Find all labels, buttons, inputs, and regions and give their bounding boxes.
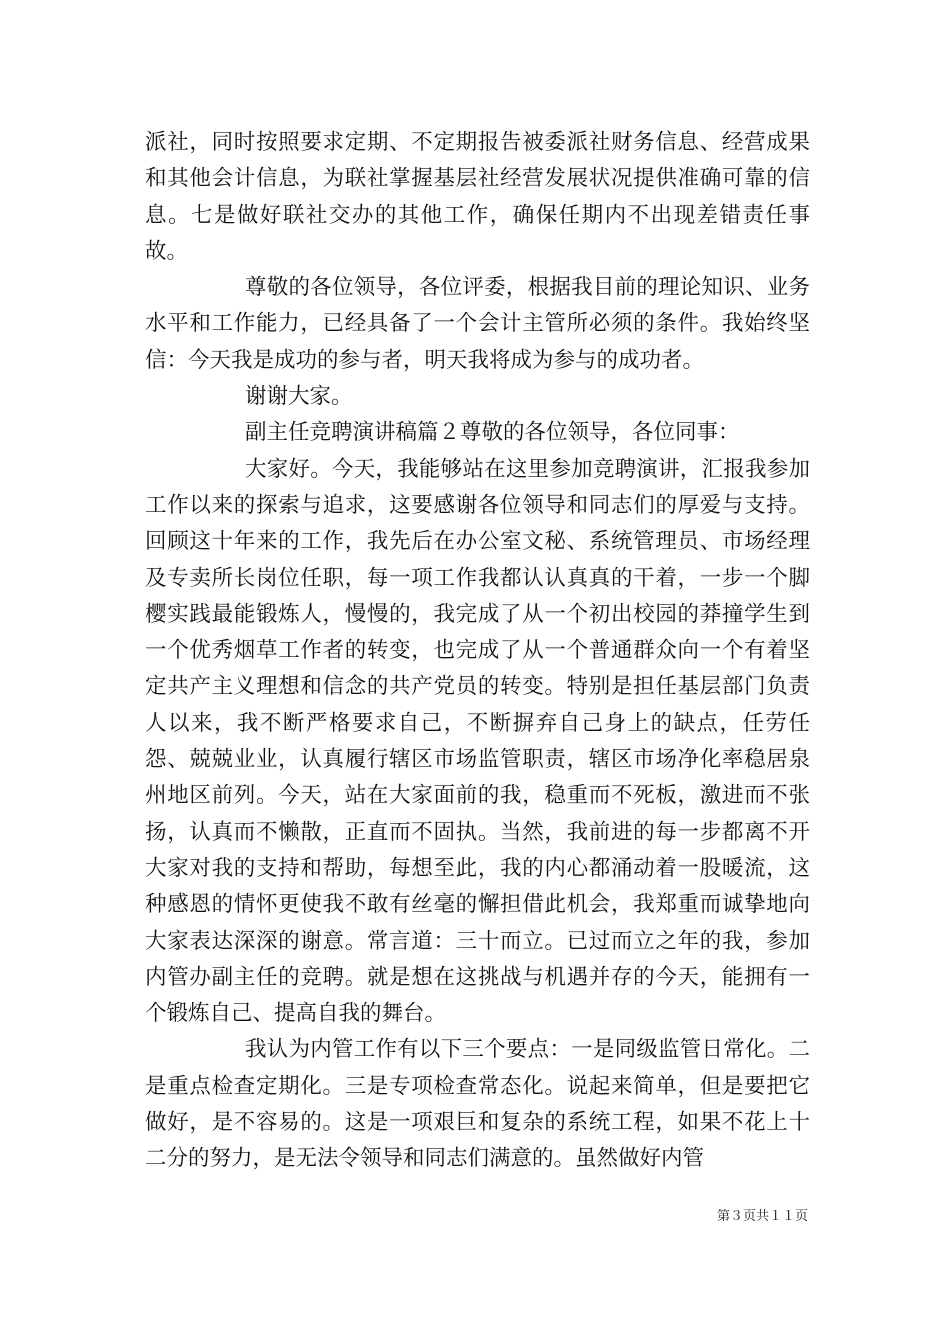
paragraph-5: 大家好。今天，我能够站在这里参加竞聘演讲，汇报我参加工作以来的探索与追求，这要感谢各位领导和同志们的厚爱与支持。回顾这十年来的工作，我先后在办公室文秘、系统管理员、市场经理及专卖所长岗位任职，每一项工作我都认认真真的干着，一步一个脚樱实践最能锻炼人，慢慢的，我完成了从一个初出校园的莽撞学生到一个优秀烟草工作者的转变，也完成了从一个普通群众向一个有着坚定共产主义理想和信念的共产党员的转变。特别是担任基层部门负责人以来，我不断严格要求自己，不断摒弃自己身上的缺点，任劳任怨、兢兢业业，认真履行辖区市场监管职责，辖区市场净化率稳居泉州地区前列。今天，站在大家面前的我，稳重而不死板，激进而不张扬，认真而不懒散，正直而不固执。当然，我前进的每一步都离不开大家对我的支持和帮助，每想至此，我的内心都涌动着一股暖流，这种感恩的情怀更使我不敢有丝毫的懈担借此机会，我郑重而诚挚地向大家表达深深的谢意。常言道：三十而立。已过而立之年的我，参加内管办副主任的竞聘。就是想在这挑战与机遇并存的今天，能拥有一个锻炼自己、提高自我的舞台。 bbox=[145, 456, 810, 1027]
paragraph-6: 我认为内管工作有以下三个要点：一是同级监管日常化。二是重点检查定期化。三是专项检查常态化。说起来简单，但是要把它做好，是不容易的。这是一项艰巨和复杂的系统工程，如果不花上十二分的努力，是无法令领导和同志们满意的。虽然做好内管 bbox=[145, 1037, 810, 1172]
page-number-footer: 第３页共１１页 bbox=[716, 1209, 808, 1224]
body-text bbox=[145, 125, 810, 1178]
paragraph-1: 派社，同时按照要求定期、不定期报告被委派社财务信息、经营成果和其他会计信息，为联社掌握基层社经营发展状况提供准确可靠的信息。七是做好联社交办的其他工作，确保任期内不出现差错责任事故。 bbox=[145, 130, 810, 264]
paragraph-2: 尊敬的各位领导，各位评委，根据我目前的理论知识、业务水平和工作能力，已经具备了一个会计主管所必须的条件。我始终坚信：今天我是成功的参与者，明天我将成为参与的成功者。 bbox=[145, 275, 810, 373]
paragraph-3: 谢谢大家。 bbox=[245, 384, 353, 410]
paragraph-4: 副主任竞聘演讲稿篇２尊敬的各位领导，各位同事： bbox=[245, 420, 740, 446]
